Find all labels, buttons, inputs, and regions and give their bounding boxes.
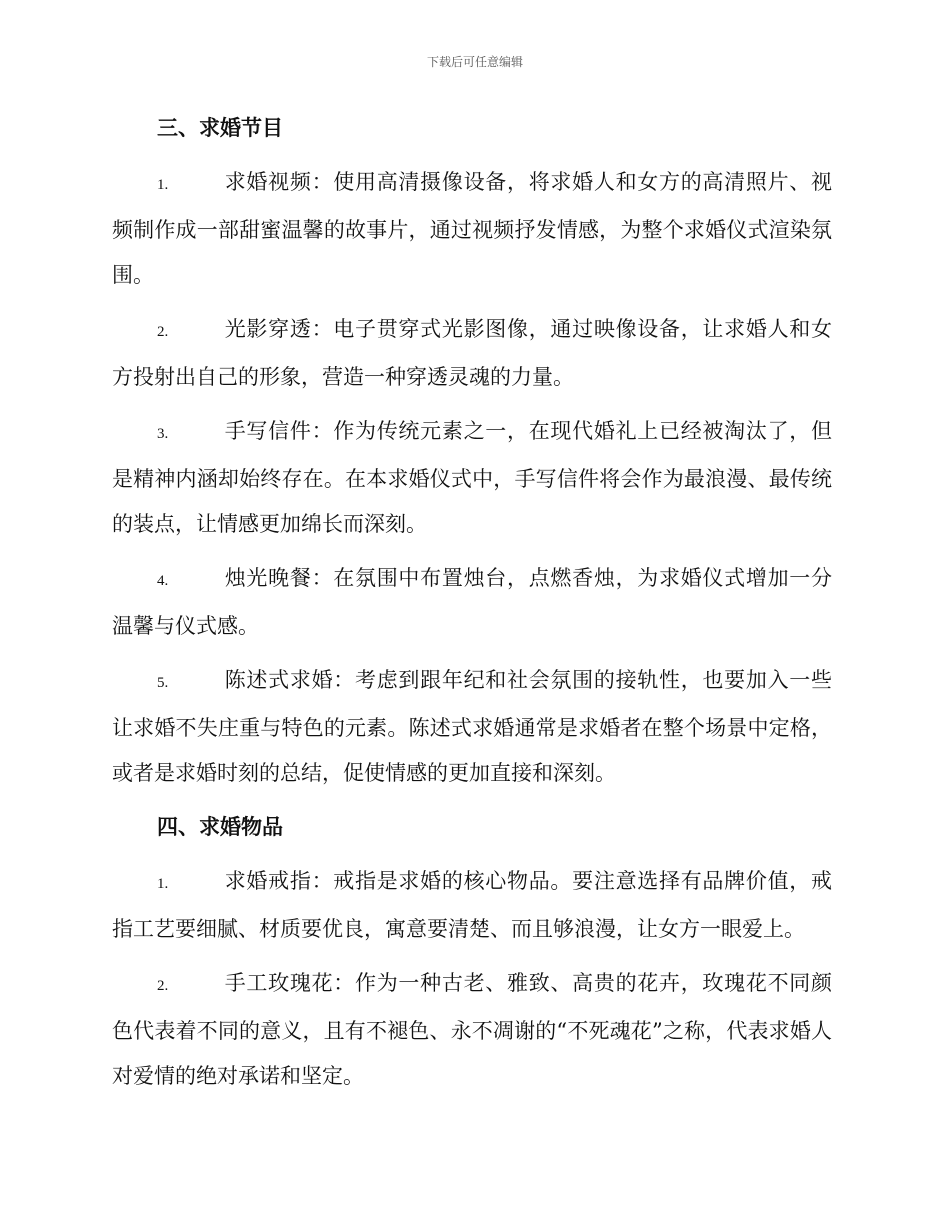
list-item	[112, 961, 832, 1099]
section-heading-program: 三、求婚节目	[157, 116, 283, 140]
list-item	[112, 658, 832, 796]
list-item-number: 2.	[157, 324, 169, 340]
list-item	[112, 859, 832, 952]
list-item-number: 2.	[157, 978, 169, 994]
list-item-number: 1.	[157, 177, 169, 193]
list-item	[112, 160, 832, 298]
document-body	[112, 112, 832, 1108]
list-item-number: 3.	[157, 426, 169, 442]
section-heading-items: 四、求婚物品	[157, 815, 283, 839]
list-item-text: 光影穿透：电子贯穿式光影图像，通过映像设备，让求婚人和女方投射出自己的形象，营造一种穿透灵魂的力量。	[112, 317, 832, 389]
list-item-text: 求婚戒指：戒指是求婚的核心物品。要注意选择有品牌价值，戒指工艺要细腻、材质要优良，寓意要清楚、而且够浪漫，让女方一眼爱上。	[112, 869, 832, 941]
list-item-text: 陈述式求婚：考虑到跟年纪和社会氛围的接轨性，也要加入一些让求婚不失庄重与特色的元素。陈述式求婚通常是求婚者在整个场景中定格，或者是求婚时刻的总结，促使情感的更加直接和深刻。	[112, 668, 832, 785]
list-item-number: 1.	[157, 876, 169, 892]
page-header: 下载后可任意编辑	[426, 55, 523, 69]
list-item-text: 手工玫瑰花：作为一种古老、雅致、高贵的花卉，玫瑰花不同颜色代表着不同的意义，且有不褪色、永不凋谢的“不死魂花”之称，代表求婚人对爱情的绝对承诺和坚定。	[112, 971, 832, 1088]
list-item	[112, 307, 832, 400]
list-item-number: 5.	[157, 675, 169, 691]
list-item	[112, 556, 832, 649]
list-item-number: 4.	[157, 573, 169, 589]
list-item	[112, 409, 832, 547]
list-item-text: 求婚视频：使用高清摄像设备，将求婚人和女方的高清照片、视频制作成一部甜蜜温馨的故事片，通过视频抒发情感，为整个求婚仪式渲染氛围。	[112, 170, 832, 287]
list-item-text: 手写信件：作为传统元素之一，在现代婚礼上已经被淘汰了，但是精神内涵却始终存在。在本求婚仪式中，手写信件将会作为最浪漫、最传统的装点，让情感更加绵长而深刻。	[112, 419, 832, 536]
list-item-text: 烛光晚餐：在氛围中布置烛台，点燃香烛，为求婚仪式增加一分温馨与仪式感。	[112, 566, 832, 638]
